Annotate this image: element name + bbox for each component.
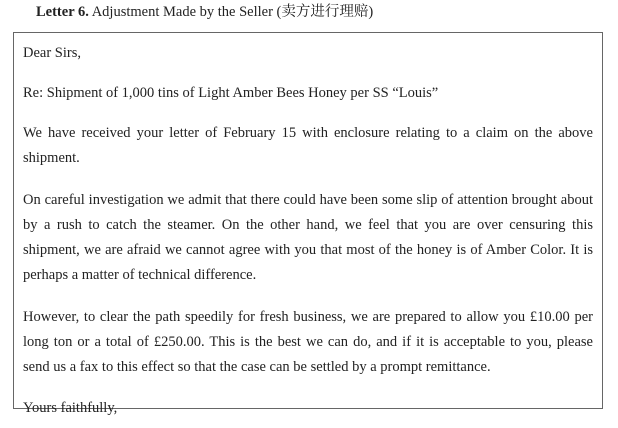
letter-body-box xyxy=(13,32,603,416)
letter-subject-line: Re: Shipment of 1,000 tins of Light Amber Bees Honey per SS “Louis” xyxy=(23,85,439,101)
letter-greeting: Dear Sirs, xyxy=(23,45,81,61)
letter-closing: Yours faithfully, xyxy=(23,400,118,416)
letter-caption xyxy=(36,2,606,22)
letter-paragraph-offer: However, to clear the path speedily for fresh business, we are prepared to allow you £10.00 per long ton or a total of £250.00. This is the best we can do, and if it is acceptable to you, please send us a fax to this effect so that the case can be settled by a prompt remittance. xyxy=(23,309,593,375)
letter-paragraph-investigation: On careful investigation we admit that there could have been some slip of attention brought about by a rush to catch the steamer. On the other hand, we feel that you are over censuring this shipment, we are afraid we cannot agree with you that most of the honey is of Amber Color. It is perhaps a matter of technical difference. xyxy=(23,192,593,283)
letter-number-label: Letter 6. xyxy=(36,4,89,20)
letter-title: Adjustment Made by the Seller (卖方进行理赔) xyxy=(91,4,374,20)
letter-paragraph-acknowledgement: We have received your letter of February 15 with enclosure relating to a claim on the above shipment. xyxy=(23,125,593,166)
